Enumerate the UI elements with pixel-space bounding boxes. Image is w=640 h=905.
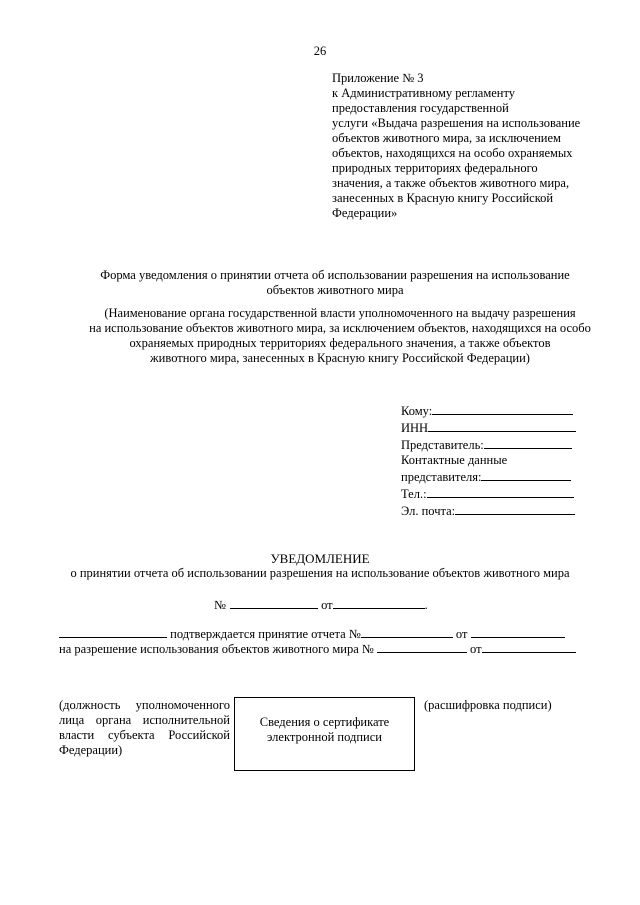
appendix-line: занесенных в Красную книгу Российской [332, 191, 554, 205]
appendix-line: Федерации» [332, 206, 398, 220]
signature-position-line: лица органа исполнительной [59, 713, 230, 727]
signature-position [59, 698, 230, 758]
recipient-to: Кому: [401, 402, 591, 419]
report-number-field[interactable] [361, 625, 453, 638]
phone-field[interactable] [427, 485, 574, 498]
appendix-line: значения, а также объектов животного мира, [332, 176, 570, 190]
permit-date-field[interactable] [482, 640, 576, 653]
recipient-contact: представителя: [401, 468, 591, 485]
certificate-line: Сведения о сертификате [259, 715, 390, 729]
report-date-field[interactable] [471, 625, 565, 638]
email-field[interactable] [455, 502, 575, 515]
authority-line: животного мира, занесенных в Красную книгу Российской Федерации) [150, 351, 530, 365]
notice-title: УВЕДОМЛЕНИЕ [270, 551, 370, 566]
authority-line: на использование объектов животного мира, за исключением объектов, находящихся на особо [89, 321, 591, 335]
recipient-block [401, 402, 591, 519]
permit-line: на разрешение использования объектов животного мира № от [59, 640, 576, 657]
notice-number-field[interactable] [230, 596, 318, 609]
contact-field[interactable] [481, 468, 571, 481]
certificate-line: электронной подписи [267, 730, 382, 744]
authority-line: (Наименование органа государственной власти уполномоченного на выдачу разрешения [104, 306, 576, 320]
certificate-box [234, 697, 415, 771]
authority-name [40, 306, 640, 366]
confirm-line: подтверждается принятие отчета № от [59, 625, 565, 642]
appendix-line: объектов, находящихся на особо охраняемых [332, 146, 573, 160]
to-field[interactable] [432, 402, 573, 415]
notice-number-line: № от . [214, 598, 428, 612]
recipient-phone: Тел.: [401, 485, 591, 502]
signature-position-line: (должность уполномоченного [59, 698, 230, 712]
authority-line: охраняемых природных территориях федерального значения, а также объектов [129, 336, 551, 350]
recipient-email: Эл. почта: [401, 502, 591, 519]
confirm-name-field[interactable] [59, 625, 167, 638]
notice-subtitle: о принятии отчета об использовании разрешения на использование объектов животного мира [70, 566, 570, 580]
appendix-line: объектов животного мира, за исключением [332, 131, 561, 145]
inn-field[interactable] [428, 419, 576, 432]
permit-number-field[interactable] [377, 640, 467, 653]
signature-position-line: Федерации) [59, 743, 123, 757]
appendix-line: предоставления государственной [332, 101, 509, 115]
form-title [40, 268, 630, 298]
appendix-line: природных территориях федерального [332, 161, 538, 175]
representative-field[interactable] [484, 436, 572, 449]
recipient-contact-label: Контактные данные [401, 453, 508, 467]
signature-position-line: власти субъекта Российской [59, 728, 230, 742]
form-title-line: объектов животного мира [266, 283, 404, 297]
appendix-line: Приложение № 3 [332, 71, 424, 85]
signature-decoding: (расшифровка подписи) [424, 698, 552, 712]
appendix-line: услуги «Выдача разрешения на использование [332, 116, 581, 130]
appendix-header [332, 71, 580, 221]
recipient-inn: ИНН [401, 419, 591, 436]
appendix-line: к Административному регламенту [332, 86, 516, 100]
form-title-line: Форма уведомления о принятии отчета об использовании разрешения на использование [100, 268, 570, 282]
recipient-representative: Представитель: [401, 436, 591, 453]
notice-date-field[interactable] [333, 596, 425, 609]
page-number: 26 [313, 44, 327, 58]
